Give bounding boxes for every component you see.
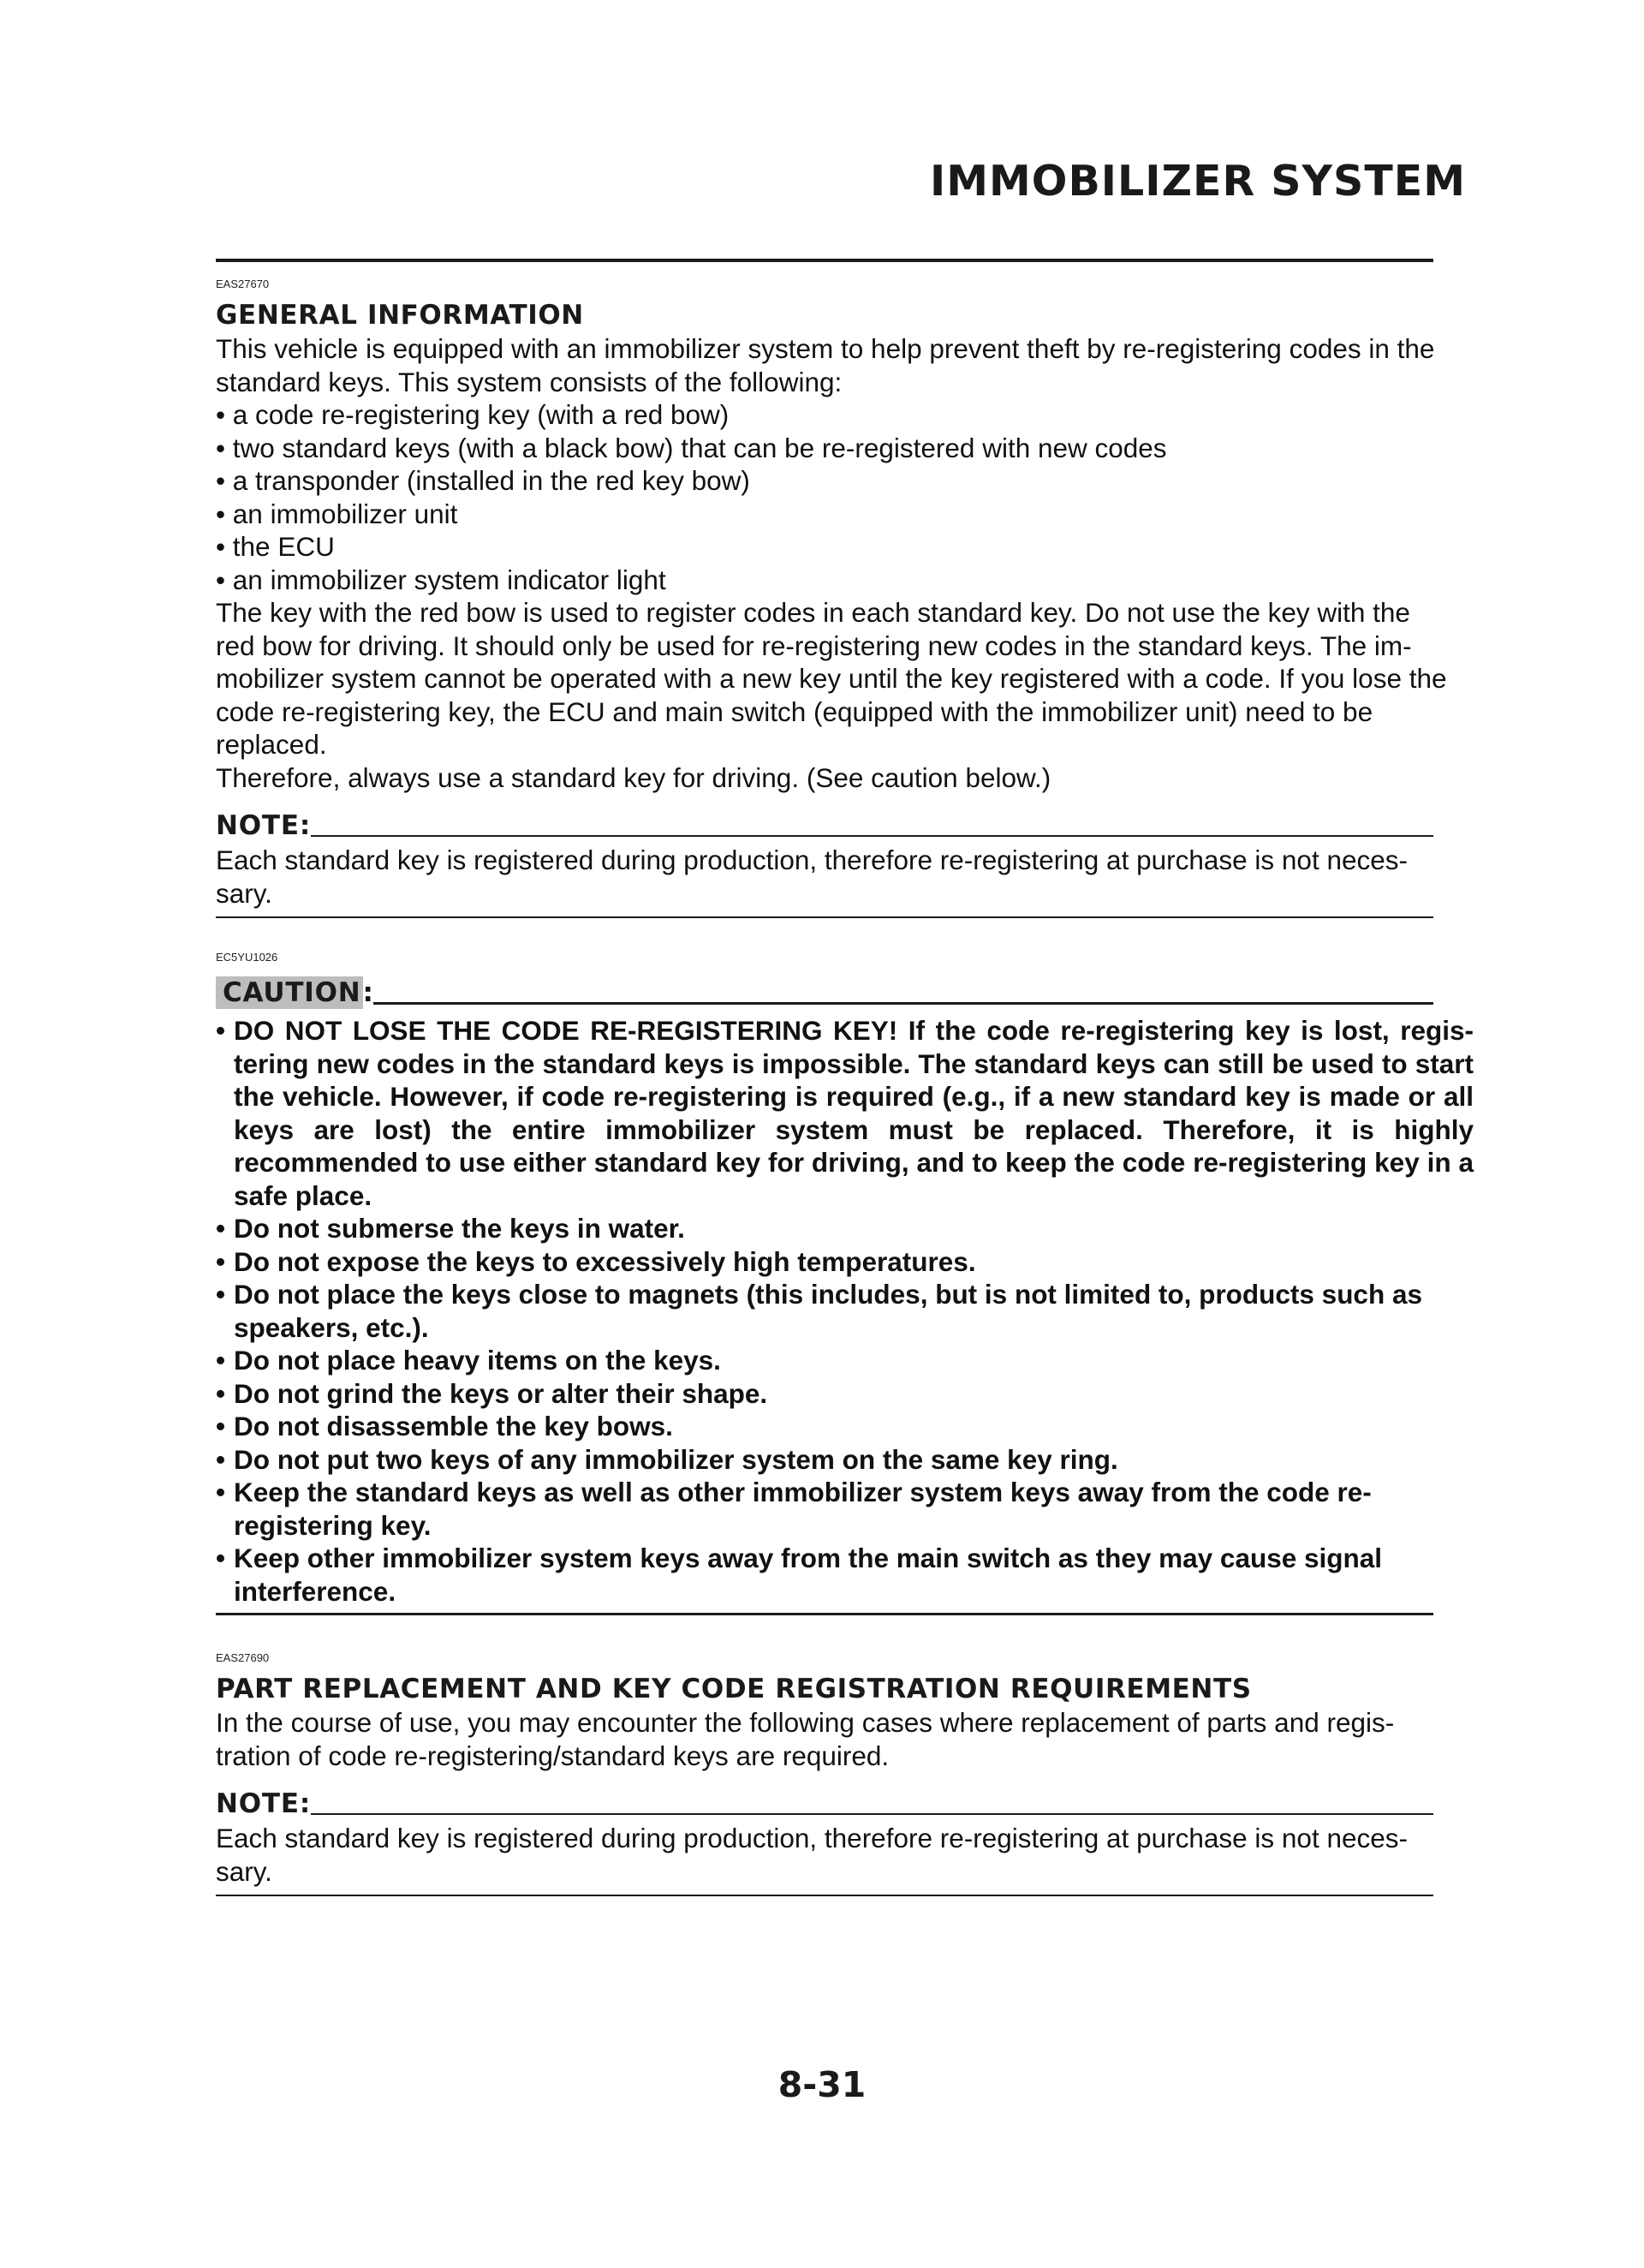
caution-item: • Do not place the keys close to magnets (this includes, but is not limited to, products such as speakers, etc.). [216, 1278, 1467, 1344]
section-heading-part-replacement: PART REPLACEMENT AND KEY CODE REGISTRATION REQUIREMENTS [216, 1674, 1252, 1704]
paragraph: This vehicle is equipped with an immobilizer system to help prevent theft by re-registering codes in the standard keys. This system consists of the following: [216, 333, 1435, 397]
page-number: 8-31 [777, 2064, 867, 2105]
caution-item: • Do not expose the keys to excessively high temperatures. [216, 1245, 1492, 1279]
caution-list [216, 1014, 1492, 1608]
note-underline [311, 835, 1433, 837]
caution-item: • Do not grind the keys or alter their shape. [216, 1377, 1492, 1411]
caution-item: • Do not place heavy items on the keys. [216, 1344, 1492, 1377]
caution-item: • Do not disassemble the key bows. [216, 1410, 1492, 1443]
caution-underline [373, 1002, 1433, 1005]
caution-label: CAUTION [216, 976, 363, 1009]
section-body: In the course of use, you may encounter the following cases where replacement of parts and regis-tration of code re-registering/standard keys are required. [216, 1707, 1395, 1771]
note-end-rule [216, 1895, 1433, 1896]
caution-item: • Keep the standard keys as well as other immobilizer system keys away from the code re-registering key. [216, 1476, 1467, 1542]
caution-item: • Do not put two keys of any immobilizer system on the same key ring. [216, 1443, 1492, 1477]
header-rule [216, 259, 1433, 262]
list-item: • an immobilizer unit [216, 498, 458, 529]
section-code: EAS27690 [216, 1651, 270, 1664]
list-item: • an immobilizer system indicator light [216, 564, 666, 595]
note-underline [311, 1813, 1433, 1815]
page-content [216, 276, 1492, 1896]
note-label: NOTE: [216, 810, 312, 841]
caution-item: • DO NOT LOSE THE CODE RE-REGISTERING KEY! If the code re-registering key is lost, regis-tering new codes in the standard keys is impossible. The standard keys can still be used to start the vehicle. However, if code re-registering is required (e.g., if a new standard key is made or all keys are lost) the entire immobilizer system must be replaced. Therefore, it is highly recommended to use either standard key for driving, and to keep the code re-registering key in a safe place. [216, 1014, 1474, 1212]
note-end-rule [216, 916, 1433, 918]
caution-end-rule [216, 1613, 1433, 1615]
caution-item: • Keep other immobilizer system keys away from the main switch as they may cause signal interference. [216, 1542, 1467, 1608]
note-text: Each standard key is registered during production, therefore re-registering at purchase is not neces-sary. [216, 845, 1408, 909]
section-heading-general-information: GENERAL INFORMATION [216, 300, 584, 331]
chapter-title: IMMOBILIZER SYSTEM [930, 157, 1466, 206]
caution-code: EC5YU1026 [216, 951, 278, 964]
list-item: • two standard keys (with a black bow) that can be re-registered with new codes [216, 432, 1167, 463]
section-code: EAS27670 [216, 278, 270, 290]
paragraph: The key with the red bow is used to register codes in each standard key. Do not use the key with the red bow for driving. It should only be used for re-registering new codes in the standard keys. The im-mobilizer system cannot be operated with a new key until the key registered with a code. If you lose the code re-registering key, the ECU and main switch (equipped with the immobilizer unit) need to be replaced. [216, 597, 1447, 760]
list-item: • a transponder (installed in the red key bow) [216, 465, 750, 496]
section-body [216, 332, 1449, 794]
paragraph: Therefore, always use a standard key for driving. (See caution below.) [216, 761, 1051, 793]
caution-colon: : [362, 977, 373, 1008]
list-item: • a code re-registering key (with a red bow) [216, 399, 730, 430]
note-header [216, 809, 1433, 842]
caution-item: • Do not submerse the keys in water. [216, 1212, 1492, 1245]
caution-header [216, 976, 1433, 1009]
list-item: • the ECU [216, 531, 335, 562]
note-header [216, 1788, 1433, 1820]
note-text: Each standard key is registered during production, therefore re-registering at purchase is not neces-sary. [216, 1823, 1408, 1887]
note-label: NOTE: [216, 1788, 312, 1819]
